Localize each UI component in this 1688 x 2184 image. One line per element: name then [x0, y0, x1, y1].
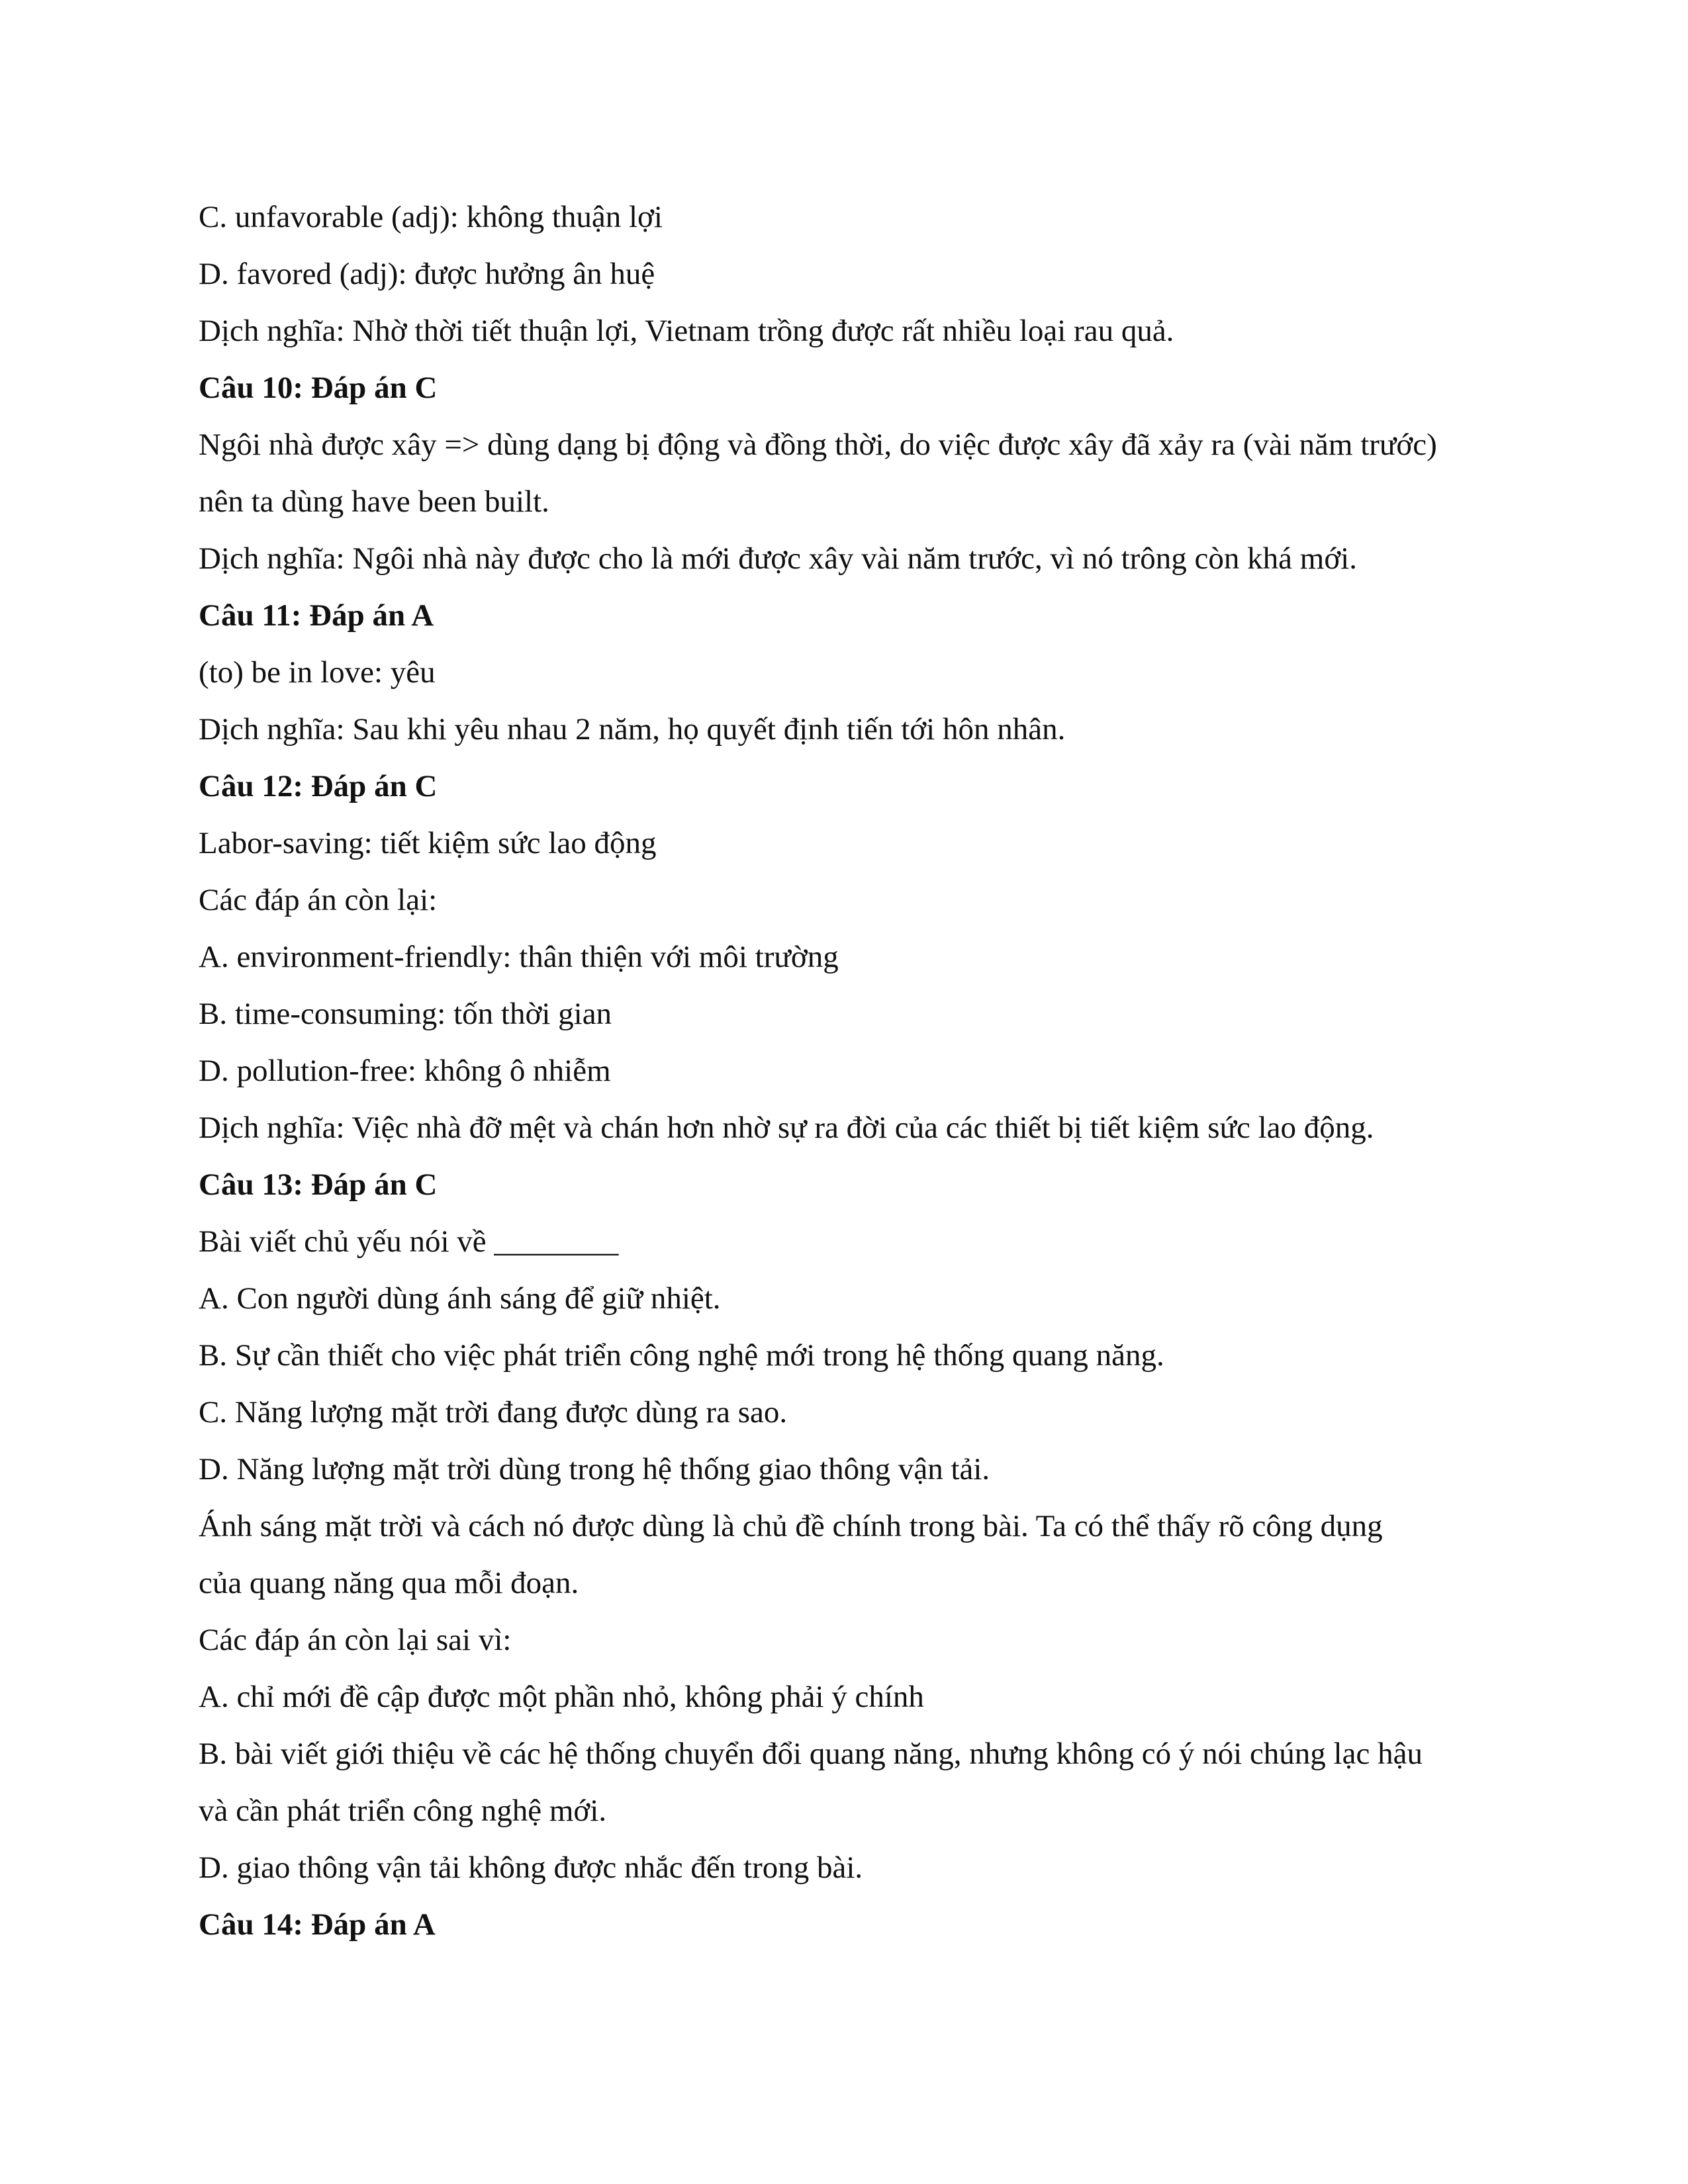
text-line: Các đáp án còn lại: — [199, 883, 438, 917]
text-line: B. Sự cần thiết cho việc phát triển công nghệ mới trong hệ thống quang năng. — [199, 1338, 1164, 1373]
text-line: Ngôi nhà được xây => dùng dạng bị động và đồng thời, do việc được xây đã xảy ra (vài năm trước) — [199, 428, 1437, 462]
text-line: C. unfavorable (adj): không thuận lợi — [199, 200, 663, 234]
text-line: C. Năng lượng mặt trời đang được dùng ra sao. — [199, 1395, 788, 1430]
text-line: D. giao thông vận tải không được nhắc đến trong bài. — [199, 1850, 863, 1885]
text-line: của quang năng qua mỗi đoạn. — [199, 1566, 579, 1600]
text-line: D. pollution-free: không ô nhiễm — [199, 1054, 611, 1088]
text-line: Bài viết chủ yếu nói về ________ — [199, 1224, 619, 1259]
question-heading: Câu 10: Đáp án C — [199, 371, 438, 405]
question-heading: Câu 14: Đáp án A — [199, 1907, 436, 1942]
text-line: Dịch nghĩa: Ngôi nhà này được cho là mới được xây vài năm trước, vì nó trông còn khá mới. — [199, 541, 1357, 576]
text-line: B. time-consuming: tốn thời gian — [199, 997, 612, 1031]
text-line: A. chỉ mới đề cập được một phần nhỏ, không phải ý chính — [199, 1680, 924, 1714]
text-line: Các đáp án còn lại sai vì: — [199, 1623, 512, 1657]
text-line: A. Con người dùng ánh sáng để giữ nhiệt. — [199, 1281, 721, 1316]
question-heading: Câu 12: Đáp án C — [199, 769, 438, 803]
text-line: Dịch nghĩa: Sau khi yêu nhau 2 năm, họ quyết định tiến tới hôn nhân. — [199, 712, 1066, 747]
question-heading: Câu 11: Đáp án A — [199, 598, 434, 633]
text-line: (to) be in love: yêu — [199, 655, 436, 690]
text-line: A. environment-friendly: thân thiện với môi trường — [199, 940, 839, 974]
text-line: Labor-saving: tiết kiệm sức lao động — [199, 826, 657, 860]
text-line: D. favored (adj): được hưởng ân huệ — [199, 257, 655, 291]
question-heading: Câu 13: Đáp án C — [199, 1167, 438, 1202]
text-line: Dịch nghĩa: Việc nhà đỡ mệt và chán hơn nhờ sự ra đời của các thiết bị tiết kiệm sức lao động. — [199, 1111, 1374, 1145]
text-line: D. Năng lượng mặt trời dùng trong hệ thống giao thông vận tải. — [199, 1452, 990, 1486]
text-line: B. bài viết giới thiệu về các hệ thống chuyển đổi quang năng, nhưng không có ý nói chúng lạc hậu — [199, 1737, 1423, 1771]
text-line: Ánh sáng mặt trời và cách nó được dùng là chủ đề chính trong bài. Ta có thể thấy rõ công dụng — [199, 1509, 1383, 1543]
text-line: nên ta dùng have been built. — [199, 484, 549, 519]
text-line: Dịch nghĩa: Nhờ thời tiết thuận lợi, Vietnam trồng được rất nhiều loại rau quả. — [199, 314, 1174, 348]
text-line: và cần phát triển công nghệ mới. — [199, 1794, 607, 1828]
